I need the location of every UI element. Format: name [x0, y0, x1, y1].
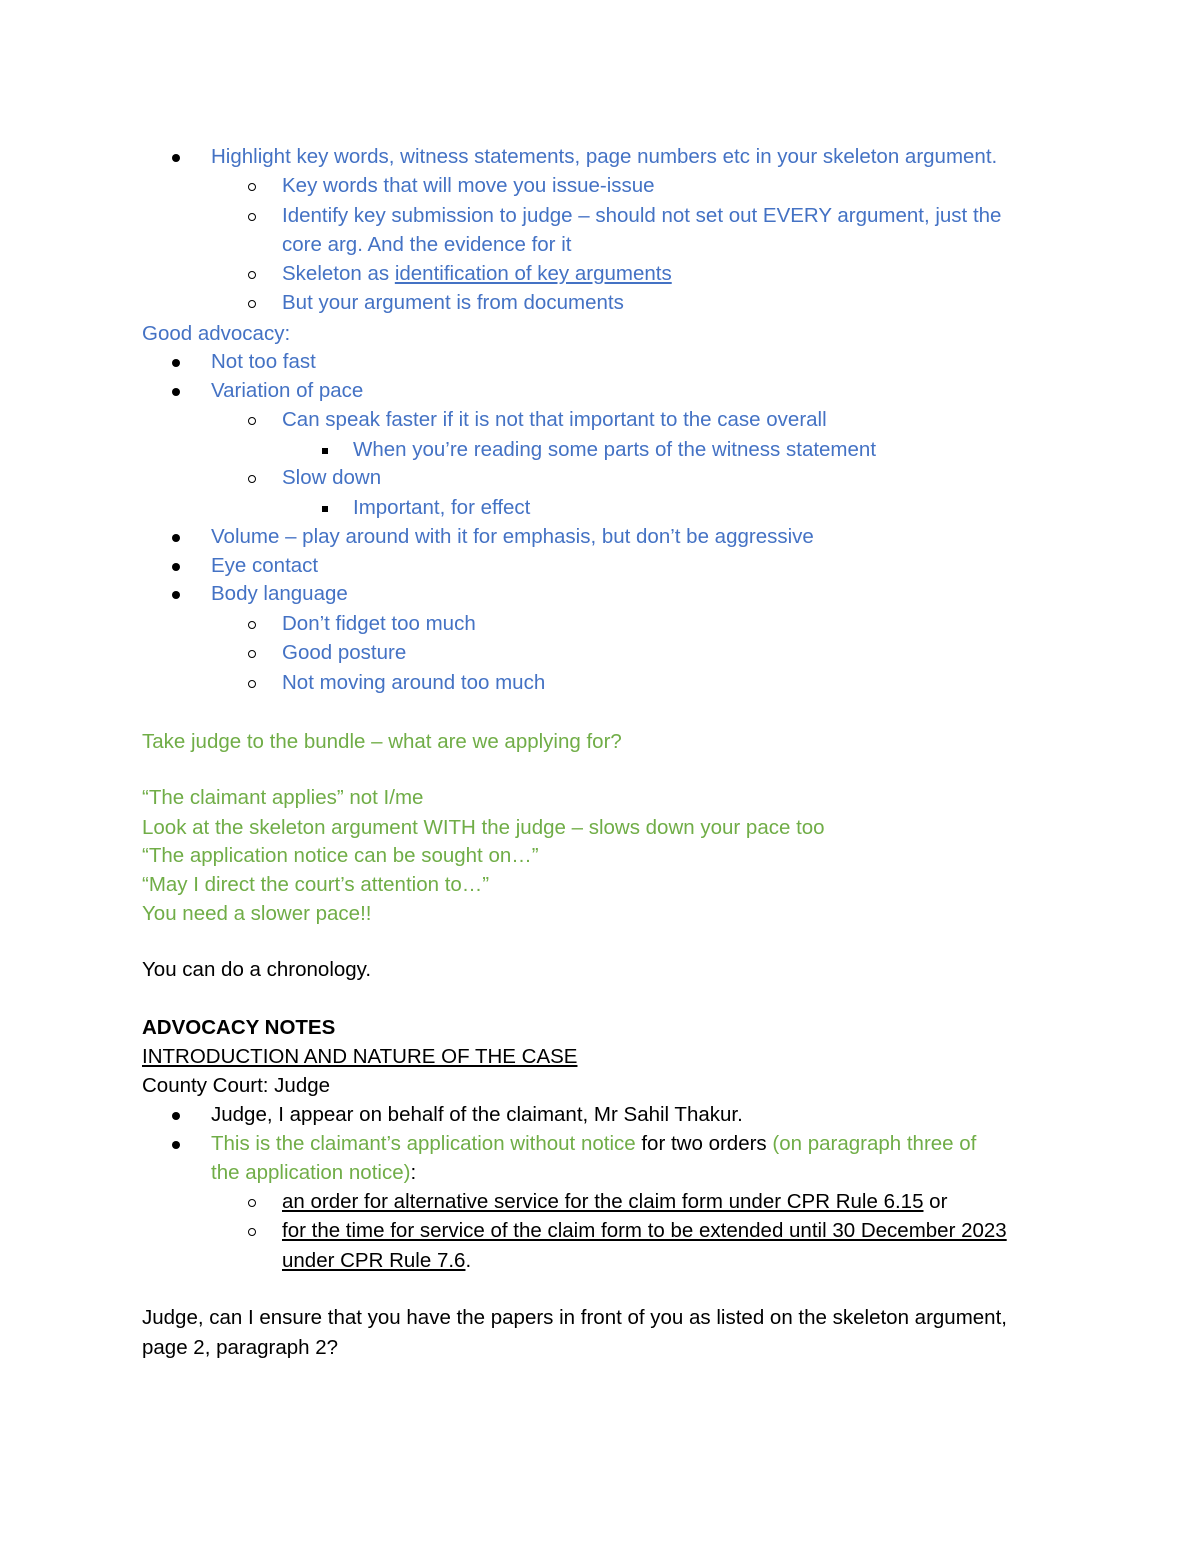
bullet-circle	[248, 202, 262, 230]
appear-item: Judge, I appear on behalf of the claimant, Mr Sahil Thakur.	[211, 1103, 743, 1126]
order-two-continued	[282, 1247, 471, 1275]
bullet-dot	[172, 552, 182, 580]
identify-submission-item: Identify key submission to judge – should not set out EVERY argument, just the	[282, 204, 1002, 227]
application-paren-continued: the application notice)	[211, 1161, 411, 1184]
not-too-fast-item: Not too fast	[211, 350, 316, 373]
bullet-dot	[172, 377, 182, 405]
application-item-continued	[211, 1159, 416, 1187]
bullet-circle	[248, 610, 262, 638]
order-two-tail: .	[465, 1249, 472, 1272]
order-one-tail: or	[923, 1190, 948, 1213]
slow-down-item: Slow down	[282, 466, 382, 489]
bullet-square	[322, 436, 332, 464]
take-judge-line: Take judge to the bundle – what are we applying for?	[142, 730, 622, 753]
application-paren-text: (on paragraph three of	[772, 1132, 977, 1155]
bullet-dot	[172, 1101, 182, 1129]
bullet-circle	[248, 289, 262, 317]
bullet-dot	[172, 523, 182, 551]
identify-submission-continued: core arg. And the evidence for it	[282, 233, 572, 256]
bullet-circle	[248, 172, 262, 200]
bullet-circle	[248, 1217, 262, 1245]
papers-line: Judge, can I ensure that you have the papers in front of you as listed on the skeleton argument,	[142, 1306, 1007, 1329]
county-court-line: County Court: Judge	[142, 1074, 331, 1097]
order-two-item	[282, 1217, 1007, 1245]
claimant-applies-line: “The claimant applies” not I/me	[142, 786, 424, 809]
bullet-circle	[248, 639, 262, 667]
key-words-item: Key words that will move you issue-issue	[282, 174, 655, 197]
moving-item: Not moving around too much	[282, 671, 546, 694]
posture-item: Good posture	[282, 641, 407, 664]
skeleton-prefix: Skeleton as	[282, 262, 395, 285]
volume-item: Volume – play around with it for emphasis, but don’t be aggressive	[211, 525, 814, 548]
application-item	[211, 1130, 976, 1158]
section-heading-text: INTRODUCTION AND NATURE OF THE CASE	[142, 1045, 578, 1068]
skeleton-underlined: identification of key arguments	[394, 262, 672, 285]
slower-pace-line: You need a slower pace!!	[142, 902, 372, 925]
bullet-dot	[172, 1130, 182, 1158]
reading-parts-item: When you’re reading some parts of the witness statement	[353, 438, 877, 461]
order-one-text: an order for alternative service for the claim form under CPR Rule 6.15	[282, 1190, 924, 1213]
highlight-bullet: Highlight key words, witness statements, page numbers etc in your skeleton argument.	[211, 145, 998, 168]
variation-item: Variation of pace	[211, 379, 364, 402]
bullet-dot	[172, 143, 182, 171]
skeleton-item	[282, 260, 672, 288]
bullet-dot	[172, 580, 182, 608]
bullet-dot	[172, 348, 182, 376]
bullet-circle	[248, 669, 262, 697]
bullet-circle	[248, 260, 262, 288]
bullet-circle	[248, 1188, 262, 1216]
documents-item: But your argument is from documents	[282, 291, 624, 314]
eye-contact-item: Eye contact	[211, 554, 319, 577]
section-heading	[142, 1043, 577, 1071]
order-one-item	[282, 1188, 947, 1216]
application-green-text: This is the claimant’s application without notice	[211, 1132, 636, 1155]
application-black-text: for two orders	[635, 1132, 773, 1155]
application-colon: :	[410, 1161, 417, 1184]
order-two-text: for the time for service of the claim form to be extended until 30 December 2023	[282, 1219, 1007, 1242]
direct-court-line: “May I direct the court’s attention to…”	[142, 873, 490, 896]
fidget-item: Don’t fidget too much	[282, 612, 476, 635]
speak-faster-item: Can speak faster if it is not that important to the case overall	[282, 408, 827, 431]
important-item: Important, for effect	[353, 496, 531, 519]
bullet-circle	[248, 464, 262, 492]
advocacy-notes-title: ADVOCACY NOTES	[142, 1016, 336, 1039]
look-skeleton-line: Look at the skeleton argument WITH the judge – slows down your pace too	[142, 816, 825, 839]
chronology-line: You can do a chronology.	[142, 958, 372, 981]
order-two-text-continued: under CPR Rule 7.6	[282, 1249, 466, 1272]
application-notice-line: “The application notice can be sought on…”	[142, 844, 539, 867]
bullet-circle	[248, 406, 262, 434]
body-language-item: Body language	[211, 582, 348, 605]
good-advocacy-heading: Good advocacy:	[142, 322, 291, 345]
papers-line-continued: page 2, paragraph 2?	[142, 1336, 339, 1359]
bullet-square	[322, 494, 332, 522]
